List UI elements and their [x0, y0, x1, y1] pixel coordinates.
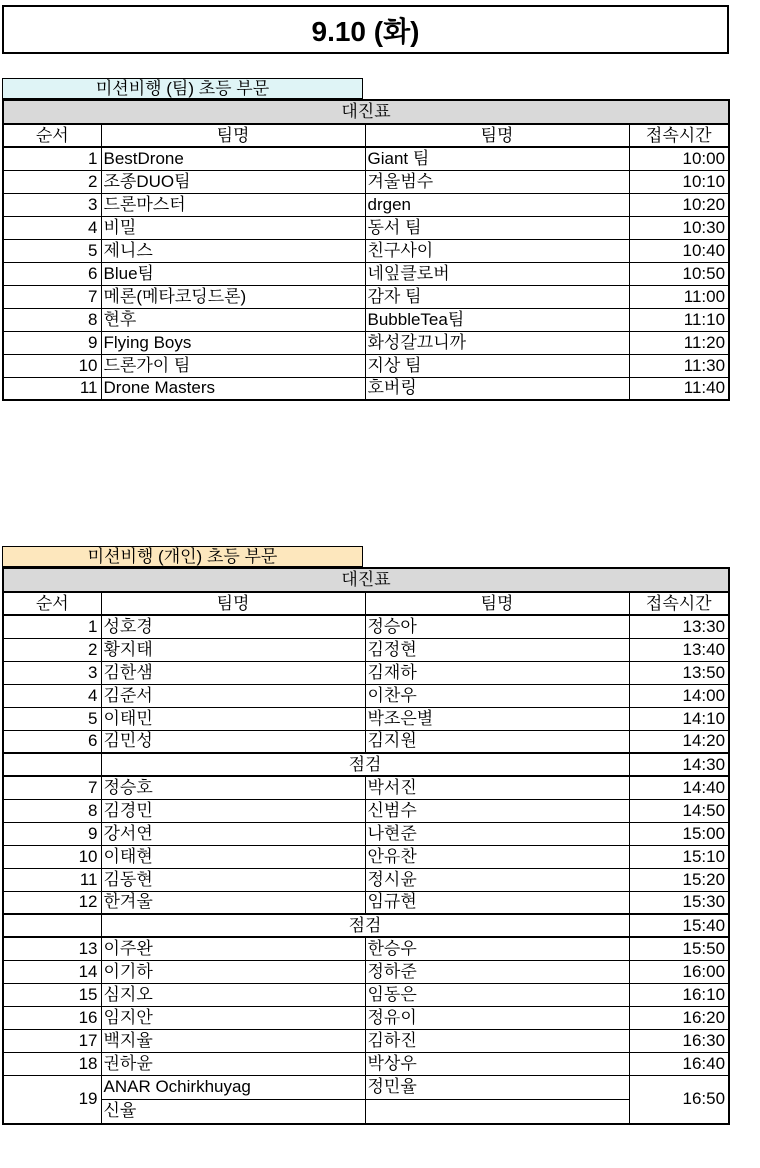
table-row — [3, 354, 729, 377]
table-row — [3, 193, 729, 216]
table-row — [3, 615, 729, 638]
bracket-table — [2, 99, 730, 401]
time-cell: 11:20 — [629, 331, 729, 354]
team-b-cell: 신범수 — [365, 799, 629, 822]
bracket-table — [2, 567, 730, 1125]
time-cell: 16:40 — [629, 1052, 729, 1075]
order-cell: 7 — [3, 776, 101, 799]
inspection-row — [3, 753, 729, 776]
table-row — [3, 891, 729, 914]
table-row — [3, 730, 729, 753]
time-cell: 11:30 — [629, 354, 729, 377]
table-row — [3, 638, 729, 661]
team-a-cell: 제니스 — [101, 239, 365, 262]
time-cell: 13:50 — [629, 661, 729, 684]
order-cell: 9 — [3, 822, 101, 845]
order-cell: 2 — [3, 170, 101, 193]
table-row — [3, 937, 729, 960]
table-row — [3, 216, 729, 239]
order-cell: 13 — [3, 937, 101, 960]
team-b-cell — [365, 1075, 629, 1124]
team-b-cell: 이찬우 — [365, 684, 629, 707]
team-a-cell: 조종DUO팀 — [101, 170, 365, 193]
table-row — [3, 799, 729, 822]
order-cell: 1 — [3, 615, 101, 638]
team-b-cell: 네잎클로버 — [365, 262, 629, 285]
order-cell: 10 — [3, 354, 101, 377]
time-cell: 13:30 — [629, 615, 729, 638]
order-cell: 11 — [3, 377, 101, 400]
team-a-cell: Blue팀 — [101, 262, 365, 285]
table-row — [3, 1075, 729, 1124]
team-b-cell: 김재하 — [365, 661, 629, 684]
team-a-cell: 비밀 — [101, 216, 365, 239]
time-cell: 16:10 — [629, 983, 729, 1006]
team-b-cell: 박서진 — [365, 776, 629, 799]
team-a-cell: 황지태 — [101, 638, 365, 661]
bracket-header-row — [3, 100, 729, 124]
team-a-cell: 심지오 — [101, 983, 365, 1006]
table-row — [3, 285, 729, 308]
order-cell: 3 — [3, 193, 101, 216]
team-b-cell: drgen — [365, 193, 629, 216]
order-cell: 9 — [3, 331, 101, 354]
team-b-cell: 동서 팀 — [365, 216, 629, 239]
team-b-cell: 정시윤 — [365, 868, 629, 891]
team-a-cell: 권하윤 — [101, 1052, 365, 1075]
order-cell: 18 — [3, 1052, 101, 1075]
team-a-cell: BestDrone — [101, 147, 365, 170]
team-a-cell: 성호경 — [101, 615, 365, 638]
time-cell: 14:50 — [629, 799, 729, 822]
team-a-cell: 김동현 — [101, 868, 365, 891]
time-cell: 15:20 — [629, 868, 729, 891]
order-cell: 16 — [3, 1006, 101, 1029]
team-a-cell: 김경민 — [101, 799, 365, 822]
time-cell: 11:10 — [629, 308, 729, 331]
team-b-cell: BubbleTea팀 — [365, 308, 629, 331]
team-b-cell: 호버링 — [365, 377, 629, 400]
order-cell: 7 — [3, 285, 101, 308]
team-a-cell: 김준서 — [101, 684, 365, 707]
split-lines — [366, 1076, 629, 1123]
order-cell: 6 — [3, 262, 101, 285]
time-header: 접속시간 — [629, 592, 729, 615]
team-b-cell: 정유이 — [365, 1006, 629, 1029]
team-b-header: 팀명 — [365, 124, 629, 147]
split-line: 정민율 — [367, 1076, 417, 1096]
team-b-cell: 안유찬 — [365, 845, 629, 868]
team-a-cell: 정승호 — [101, 776, 365, 799]
team-b-cell: 화성갈끄니까 — [365, 331, 629, 354]
team-b-cell: 박조은별 — [365, 707, 629, 730]
order-cell: 8 — [3, 308, 101, 331]
table-row — [3, 1006, 729, 1029]
order-header: 순서 — [3, 592, 101, 615]
team-a-cell: 이태민 — [101, 707, 365, 730]
team-a-cell: 백지율 — [101, 1029, 365, 1052]
table-row — [3, 147, 729, 170]
time-cell: 10:00 — [629, 147, 729, 170]
table-row — [3, 845, 729, 868]
table-row — [3, 1052, 729, 1075]
table-row — [3, 776, 729, 799]
order-cell: 5 — [3, 707, 101, 730]
table-row — [3, 684, 729, 707]
team-b-cell: 친구사이 — [365, 239, 629, 262]
table-row — [3, 661, 729, 684]
team-a-cell: Drone Masters — [101, 377, 365, 400]
order-cell: 5 — [3, 239, 101, 262]
order-cell: 12 — [3, 891, 101, 914]
team-a-cell: 현후 — [101, 308, 365, 331]
time-cell: 10:20 — [629, 193, 729, 216]
inspection-label: 점검 — [101, 753, 629, 776]
team-a-cell: 강서연 — [101, 822, 365, 845]
inspection-row — [3, 914, 729, 937]
time-cell: 13:40 — [629, 638, 729, 661]
table-row — [3, 1029, 729, 1052]
team-a-cell: 메론(메타코딩드론) — [101, 285, 365, 308]
table-row — [3, 960, 729, 983]
time-cell: 14:10 — [629, 707, 729, 730]
team-b-cell: 김지원 — [365, 730, 629, 753]
empty-cell — [3, 914, 101, 937]
order-cell: 3 — [3, 661, 101, 684]
inspection-label: 점검 — [101, 914, 629, 937]
team-a-cell: 한겨울 — [101, 891, 365, 914]
time-cell: 11:00 — [629, 285, 729, 308]
table-row — [3, 868, 729, 891]
order-cell: 2 — [3, 638, 101, 661]
individual-mission-section — [2, 546, 730, 1125]
team-a-header: 팀명 — [101, 124, 365, 147]
time-cell: 14:30 — [629, 753, 729, 776]
order-cell: 15 — [3, 983, 101, 1006]
order-cell: 14 — [3, 960, 101, 983]
time-cell: 16:50 — [629, 1075, 729, 1124]
team-b-cell: 정하준 — [365, 960, 629, 983]
order-cell: 4 — [3, 216, 101, 239]
team-a-cell: 김한샘 — [101, 661, 365, 684]
time-cell: 15:50 — [629, 937, 729, 960]
time-cell: 11:40 — [629, 377, 729, 400]
team-b-cell: 지상 팀 — [365, 354, 629, 377]
team-a-cell: 이주완 — [101, 937, 365, 960]
order-cell: 6 — [3, 730, 101, 753]
team-b-cell: 정승아 — [365, 615, 629, 638]
team-b-cell: 박상우 — [365, 1052, 629, 1075]
team-b-cell: 겨울범수 — [365, 170, 629, 193]
team-b-header: 팀명 — [365, 592, 629, 615]
team-a-cell: 드론마스터 — [101, 193, 365, 216]
table-row — [3, 308, 729, 331]
team-b-cell: 나현준 — [365, 822, 629, 845]
time-cell: 15:40 — [629, 914, 729, 937]
order-cell: 10 — [3, 845, 101, 868]
split-lines — [102, 1076, 365, 1123]
team-b-cell: 한승우 — [365, 937, 629, 960]
bracket-label: 대진표 — [3, 568, 729, 592]
order-cell: 4 — [3, 684, 101, 707]
team-a-cell: 김민성 — [101, 730, 365, 753]
column-header-row — [3, 124, 729, 147]
time-cell: 14:00 — [629, 684, 729, 707]
team-a-cell: 이기하 — [101, 960, 365, 983]
team-b-cell: 임규현 — [365, 891, 629, 914]
table-row — [3, 707, 729, 730]
team-a-cell — [101, 1075, 365, 1124]
order-cell: 11 — [3, 868, 101, 891]
time-cell: 15:00 — [629, 822, 729, 845]
time-cell: 10:10 — [629, 170, 729, 193]
team-a-cell: 드론가이 팀 — [101, 354, 365, 377]
team-a-cell: Flying Boys — [101, 331, 365, 354]
order-cell: 19 — [3, 1075, 101, 1124]
time-header: 접속시간 — [629, 124, 729, 147]
team-b-cell: 임동은 — [365, 983, 629, 1006]
column-header-row — [3, 592, 729, 615]
date-title: 9.10 (화) — [2, 5, 729, 54]
table-row — [3, 983, 729, 1006]
time-cell: 16:30 — [629, 1029, 729, 1052]
time-cell: 16:20 — [629, 1006, 729, 1029]
time-cell: 14:20 — [629, 730, 729, 753]
team-b-cell: 김정현 — [365, 638, 629, 661]
team-b-cell: 김하진 — [365, 1029, 629, 1052]
time-cell: 10:50 — [629, 262, 729, 285]
section-title: 미션비행 (개인) 초등 부문 — [2, 546, 363, 567]
order-header: 순서 — [3, 124, 101, 147]
table-row — [3, 239, 729, 262]
team-mission-section — [2, 78, 730, 401]
table-row — [3, 262, 729, 285]
team-a-header: 팀명 — [101, 592, 365, 615]
section-title: 미션비행 (팀) 초등 부문 — [2, 78, 363, 99]
table-row — [3, 170, 729, 193]
team-b-cell: 감자 팀 — [365, 285, 629, 308]
team-a-cell: 이태현 — [101, 845, 365, 868]
split-line: 신율 — [102, 1099, 365, 1123]
time-cell: 10:30 — [629, 216, 729, 239]
empty-cell — [3, 753, 101, 776]
time-cell: 16:00 — [629, 960, 729, 983]
order-cell: 1 — [3, 147, 101, 170]
time-cell: 14:40 — [629, 776, 729, 799]
order-cell: 8 — [3, 799, 101, 822]
time-cell: 15:10 — [629, 845, 729, 868]
time-cell: 10:40 — [629, 239, 729, 262]
time-cell: 15:30 — [629, 891, 729, 914]
table-row — [3, 822, 729, 845]
split-line — [366, 1099, 629, 1123]
team-a-cell: 임지안 — [101, 1006, 365, 1029]
order-cell: 17 — [3, 1029, 101, 1052]
table-row — [3, 377, 729, 400]
table-row — [3, 331, 729, 354]
split-line: ANAR Ochirkhuyag — [103, 1076, 251, 1096]
bracket-header-row — [3, 568, 729, 592]
bracket-label: 대진표 — [3, 100, 729, 124]
team-b-cell: Giant 팀 — [365, 147, 629, 170]
